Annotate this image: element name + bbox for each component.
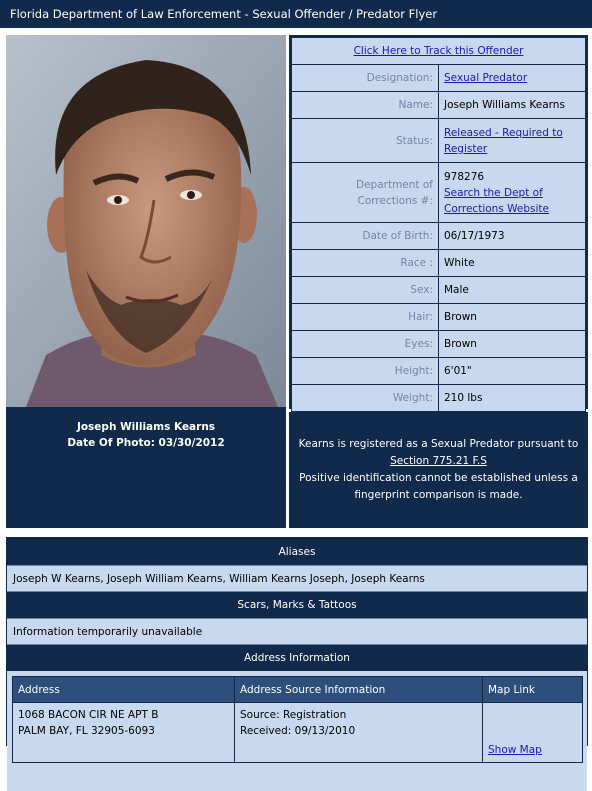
dob-label: Date of Birth: xyxy=(292,223,439,250)
offender-info-table xyxy=(291,37,586,412)
offender-photo xyxy=(6,35,286,407)
aliases-value: Joseph W Kearns, Joseph William Kearns, William Kearns Joseph, Joseph Kearns xyxy=(7,565,587,592)
photo-caption xyxy=(6,419,286,451)
sex-value: Male xyxy=(439,277,586,304)
scars-heading: Scars, Marks & Tattoos xyxy=(6,592,588,618)
doc-number: 978276 xyxy=(444,170,485,183)
page-header: Florida Department of Law Enforcement - Sexual Offender / Predator Flyer xyxy=(0,0,592,28)
address-section xyxy=(7,671,587,791)
address-column-header: Address xyxy=(13,677,235,703)
map-cell xyxy=(483,703,583,763)
photo-panel xyxy=(6,35,286,528)
notice-line-2: Positive identification cannot be established unless a fingerprint comparison is made. xyxy=(299,472,578,501)
scars-value: Information temporarily unavailable xyxy=(7,618,587,645)
address-line-2: PALM BAY, FL 32905-6093 xyxy=(18,725,155,737)
doc-label: Department of Corrections #: xyxy=(292,163,439,223)
name-value: Joseph Williams Kearns xyxy=(439,92,586,119)
weight-value: 210 lbs xyxy=(439,385,586,412)
address-cell xyxy=(13,703,235,763)
aliases-heading: Aliases xyxy=(6,539,588,565)
hair-label: Hair: xyxy=(292,304,439,331)
notice-line-1: Kearns is registered as a Sexual Predator pursuant to xyxy=(298,438,579,450)
status-label: Status: xyxy=(292,119,439,163)
photo-date: Date Of Photo: 03/30/2012 xyxy=(67,437,225,449)
offender-photo-image xyxy=(6,35,286,407)
eyes-label: Eyes: xyxy=(292,331,439,358)
hair-value: Brown xyxy=(439,304,586,331)
track-offender-link[interactable]: Click Here to Track this Offender xyxy=(353,45,524,57)
status-link[interactable]: Released - Required to Register xyxy=(444,126,563,155)
status-value xyxy=(439,119,586,163)
table-row xyxy=(13,703,583,763)
sex-label: Sex: xyxy=(292,277,439,304)
source-cell xyxy=(235,703,483,763)
source-column-header: Address Source Information xyxy=(235,677,483,703)
race-label: Race : xyxy=(292,250,439,277)
registration-notice xyxy=(289,412,588,528)
address-table xyxy=(12,676,583,763)
eyes-value: Brown xyxy=(439,331,586,358)
designation-value xyxy=(439,65,586,92)
name-label: Name: xyxy=(292,92,439,119)
height-label: Height: xyxy=(292,358,439,385)
offender-info-panel xyxy=(289,35,588,409)
offender-name-caption: Joseph Williams Kearns xyxy=(76,421,216,433)
dob-value: 06/17/1973 xyxy=(439,223,586,250)
statute-link[interactable]: Section 775.21 F.S xyxy=(390,455,487,467)
race-value: White xyxy=(439,250,586,277)
height-value: 6'01" xyxy=(439,358,586,385)
address-line-1: 1068 BACON CIR NE APT B xyxy=(18,709,159,721)
doc-search-link[interactable]: Search the Dept of Corrections Website xyxy=(444,186,549,215)
address-source: Source: Registration xyxy=(240,709,347,721)
show-map-link[interactable]: Show Map xyxy=(488,744,542,756)
designation-link[interactable]: Sexual Predator xyxy=(444,72,528,84)
address-heading: Address Information xyxy=(6,645,588,671)
weight-label: Weight: xyxy=(292,385,439,412)
track-offender-cell xyxy=(292,38,586,65)
map-column-header: Map Link xyxy=(483,677,583,703)
details-sections xyxy=(6,537,588,756)
designation-label: Designation: xyxy=(292,65,439,92)
address-received: Received: 09/13/2010 xyxy=(240,725,356,737)
doc-value xyxy=(439,163,586,223)
